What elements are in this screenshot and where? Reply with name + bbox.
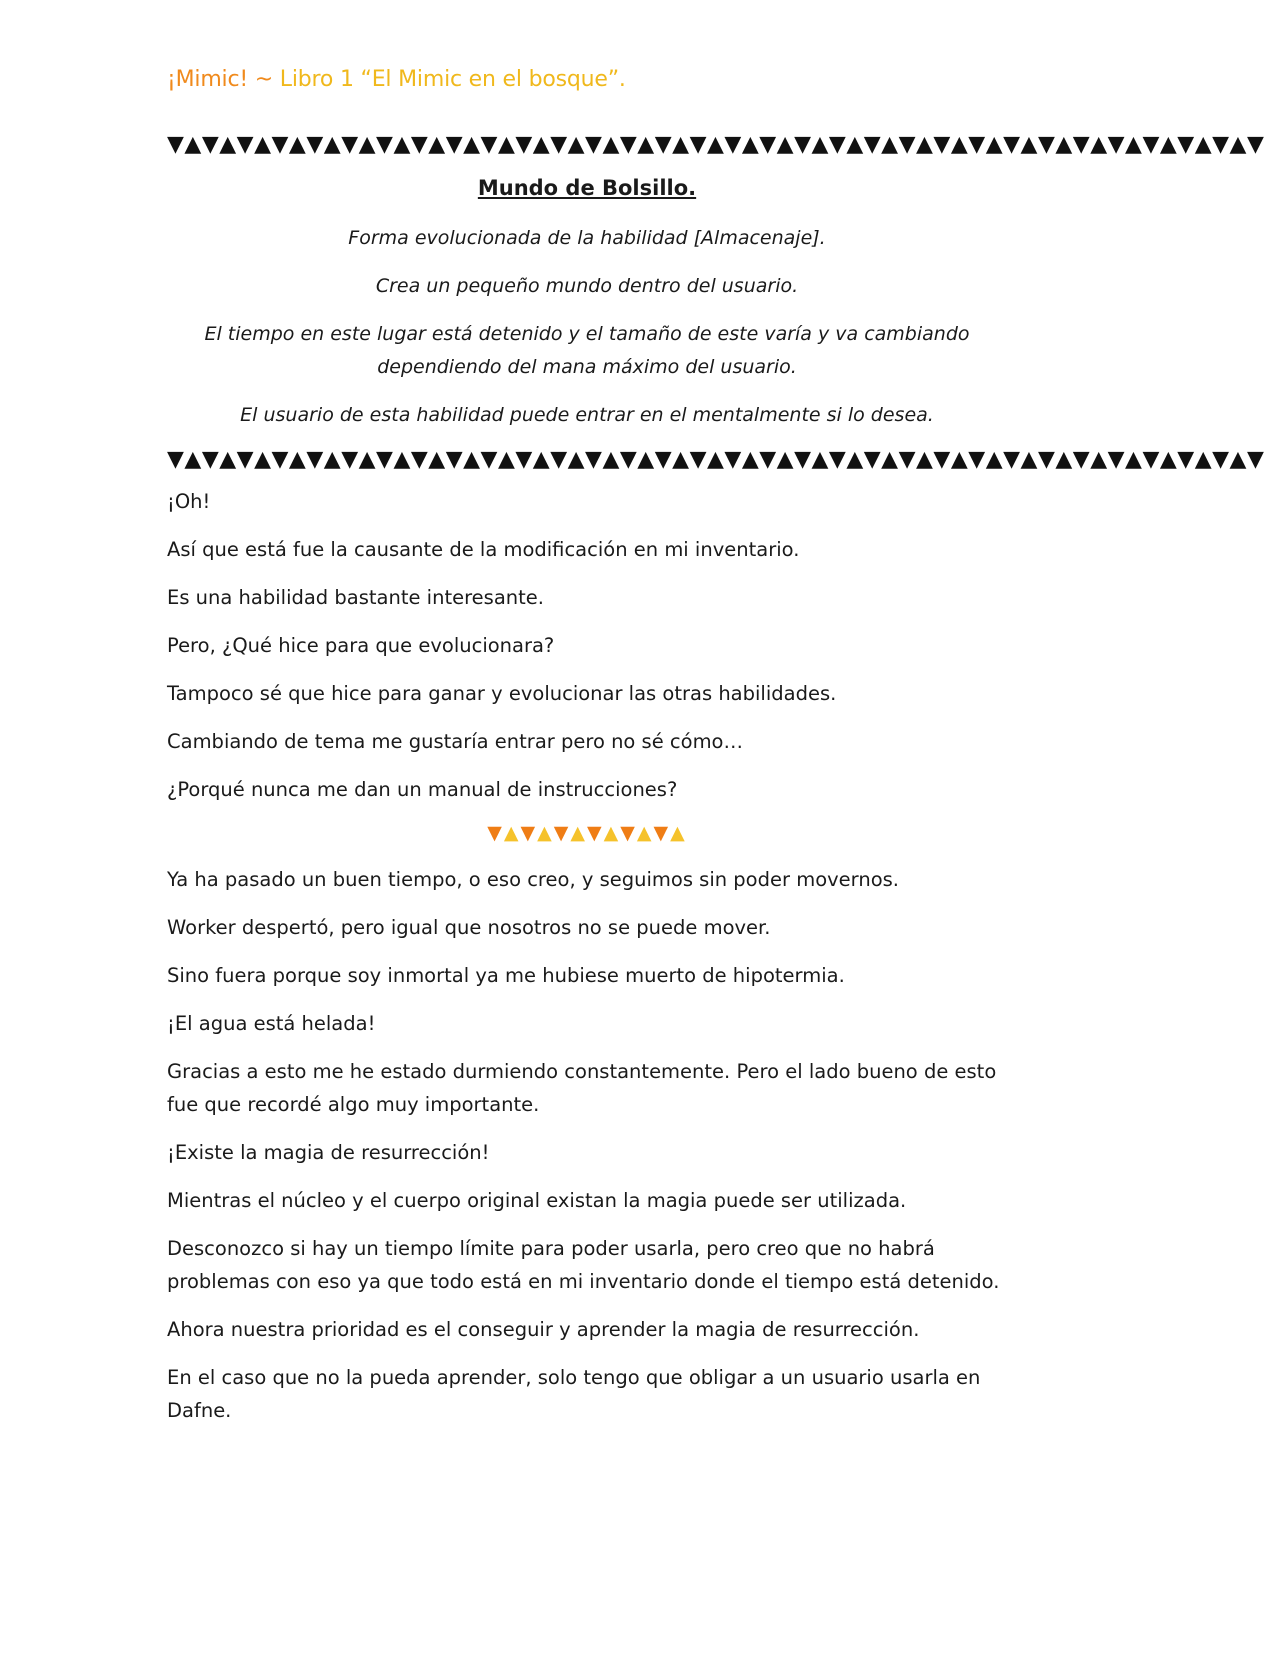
skill-description-line: El usuario de esta habilidad puede entrar en el mentalmente si lo desea.	[240, 404, 934, 426]
paragraph: Así que está fue la causante de la modificación en mi inventario.	[167, 538, 800, 561]
paragraph: Desconozco si hay un tiempo límite para poder usarla, pero creo que no habrá problemas con eso ya que todo está en mi inventario donde el tiempo está detenido.	[167, 1237, 1000, 1293]
paragraph: Sino fuera porque soy inmortal ya me hubiese muerto de hipotermia.	[167, 964, 845, 987]
paragraph: ¡Existe la magia de resurrección!	[167, 1141, 490, 1164]
triangle-down-icon: ▼	[520, 822, 538, 844]
triangle-up-icon: ▲	[570, 822, 587, 844]
paragraph: Es una habilidad bastante interesante.	[167, 586, 544, 609]
triangle-up-icon: ▲	[503, 822, 521, 844]
paragraph: Gracias a esto me he estado durmiendo constantemente. Pero el lado bueno de esto fue que recordé algo muy importante.	[167, 1060, 997, 1116]
skill-description-line: Forma evolucionada de la habilidad [Almacenaje].	[348, 227, 826, 249]
paragraph: ¿Porqué nunca me dan un manual de instrucciones?	[167, 778, 678, 801]
paragraph: Tampoco sé que hice para ganar y evolucionar las otras habilidades.	[167, 682, 837, 705]
paragraph: Pero, ¿Qué hice para que evolucionara?	[167, 634, 555, 657]
triangle-up-icon: ▲	[670, 822, 687, 844]
triangle-down-icon: ▼	[653, 822, 671, 844]
running-header	[167, 66, 1007, 94]
paragraph: ¡El agua está helada!	[167, 1012, 376, 1035]
skill-description-line: El tiempo en este lugar está detenido y el tamaño de este varía y va cambiando dependiendo del mana máximo del usuario.	[204, 323, 970, 378]
triangle-up-icon: ▲	[636, 822, 654, 844]
header-book-title: Libro 1 “El Mimic en el bosque”.	[279, 67, 626, 92]
triangle-down-icon: ▼	[620, 822, 637, 844]
skill-description-line: Crea un pequeño mundo dentro del usuario.	[375, 275, 799, 297]
paragraph: Mientras el núcleo y el cuerpo original existan la magia puede ser utilizada.	[167, 1189, 907, 1212]
paragraph: Worker despertó, pero igual que nosotros no se puede mover.	[167, 916, 771, 939]
paragraph: Ahora nuestra prioridad es el conseguir y aprender la magia de resurrección.	[167, 1318, 920, 1341]
triangle-down-icon: ▼	[487, 822, 504, 844]
skill-title: Mundo de Bolsillo.	[477, 176, 697, 200]
triangle-divider-top: ▼▲▼▲▼▲▼▲▼▲▼▲▼▲▼▲▼▲▼▲▼▲▼▲▼▲▼▲▼▲▼▲▼▲▼▲▼▲▼▲▼▲▼▲▼▲▼▲▼▲▼▲▼▲▼▲▼▲▼▲▼▲▼	[167, 132, 1265, 157]
triangle-down-icon: ▼	[587, 822, 604, 844]
paragraph: Ya ha pasado un buen tiempo, o eso creo, y seguimos sin poder movernos.	[167, 868, 899, 891]
scene-separator	[167, 821, 1007, 845]
triangle-up-icon: ▲	[537, 822, 554, 844]
document-page	[167, 66, 1265, 1442]
paragraph: Cambiando de tema me gustaría entrar pero no sé cómo…	[167, 730, 743, 753]
header-series: ¡Mimic! ~	[167, 67, 280, 92]
triangle-down-icon: ▼	[553, 822, 571, 844]
paragraph: ¡Oh!	[167, 490, 211, 513]
triangle-up-icon: ▲	[603, 822, 621, 844]
paragraph: En el caso que no la pueda aprender, solo tengo que obligar a un usuario usarla en Dafne.	[167, 1366, 981, 1422]
triangle-divider-bottom: ▼▲▼▲▼▲▼▲▼▲▼▲▼▲▼▲▼▲▼▲▼▲▼▲▼▲▼▲▼▲▼▲▼▲▼▲▼▲▼▲▼▲▼▲▼▲▼▲▼▲▼▲▼▲▼▲▼▲▼▲▼▲▼	[167, 447, 1265, 472]
